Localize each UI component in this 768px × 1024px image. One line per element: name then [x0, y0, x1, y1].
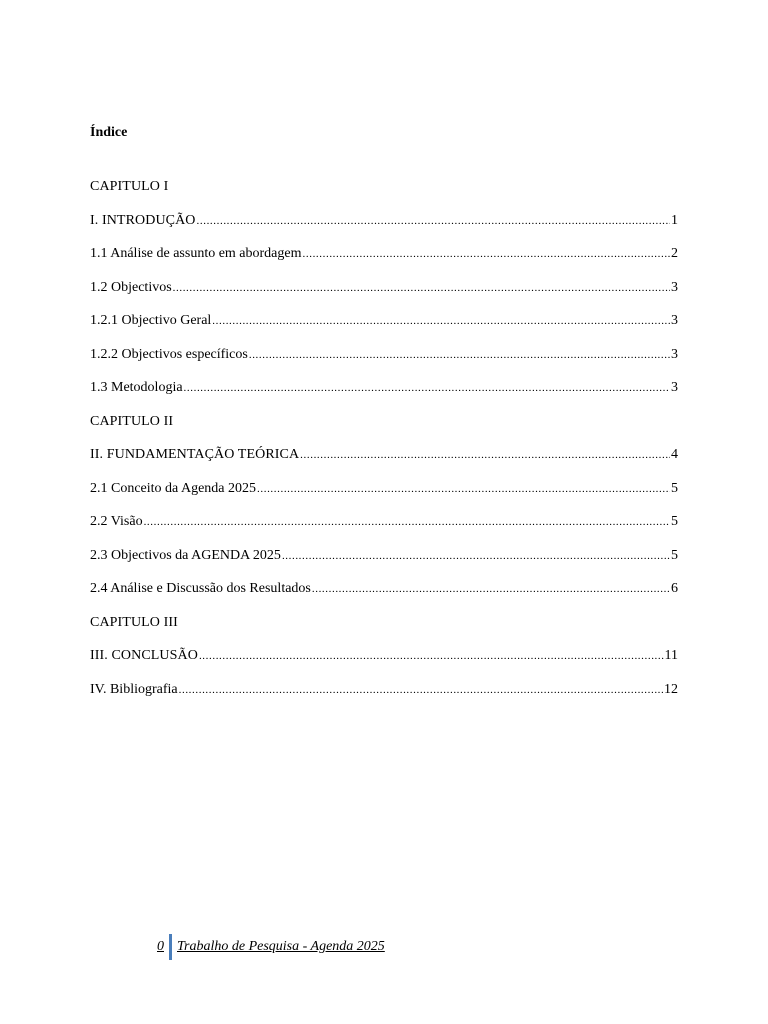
toc-entry-page: 6	[671, 581, 678, 596]
toc-entry-label: 2.4 Análise e Discussão dos Resultados	[90, 581, 311, 596]
toc-leader-dots	[199, 647, 664, 665]
toc-entry[interactable]	[90, 413, 678, 447]
toc-entry-label: III. CONCLUSÃO	[90, 648, 198, 663]
toc-entry-page: 5	[671, 480, 678, 496]
toc-entry-page: 5	[671, 514, 678, 529]
toc-entry-page: 3	[671, 313, 678, 328]
toc-entry-label: 2.1 Conceito da Agenda 2025	[90, 480, 257, 496]
toc-entry-page: 4	[671, 447, 678, 462]
toc-leader-dots	[303, 245, 670, 263]
toc-leader-dots	[212, 312, 670, 330]
toc-entry-label: IV. Bibliografia	[90, 681, 178, 697]
toc-entry[interactable]	[90, 245, 678, 279]
toc-entry-label: CAPITULO II	[90, 413, 174, 429]
toc-entry[interactable]	[90, 446, 678, 480]
toc-leader-dots	[197, 212, 670, 230]
toc-entry[interactable]	[90, 178, 678, 212]
footer-title: Trabalho de Pesquisa - Agenda 2025	[177, 939, 385, 954]
toc-entry[interactable]	[90, 480, 678, 514]
toc-leader-dots	[144, 513, 670, 531]
toc-entry-label: 1.2.2 Objectivos específicos	[90, 346, 248, 362]
toc-entry-page: 3	[671, 380, 678, 395]
toc-entry-label: 2.2 Visão	[90, 514, 143, 529]
toc-leader-dots	[312, 580, 670, 598]
toc-entry-label: 1.1 Análise de assunto em abordagem	[90, 246, 302, 261]
toc-leader-dots	[173, 279, 670, 297]
toc-entry-label: 1.3 Metodologia	[90, 380, 183, 395]
footer-divider-bar	[169, 934, 172, 960]
toc-entry-label: 1.2 Objectivos	[90, 279, 172, 295]
toc-entry-page: 2	[671, 246, 678, 261]
toc-entry-page: 11	[664, 648, 678, 663]
toc-leader-dots	[179, 681, 663, 699]
table-of-contents	[90, 178, 678, 714]
toc-leader-dots	[184, 379, 670, 397]
toc-entry-page: 3	[671, 346, 678, 362]
toc-leader-dots	[257, 480, 670, 498]
toc-entry[interactable]	[90, 312, 678, 346]
footer-page-number: 0	[157, 939, 164, 954]
page-footer	[157, 934, 385, 960]
toc-entry-label: II. FUNDAMENTAÇÃO TEÓRICA	[90, 447, 300, 462]
toc-leader-dots	[249, 346, 670, 364]
toc-entry-label: 2.3 Objectivos da AGENDA 2025	[90, 547, 281, 563]
toc-entry-page: 5	[671, 547, 678, 563]
toc-entry[interactable]	[90, 379, 678, 413]
toc-entry-label: CAPITULO III	[90, 614, 178, 630]
toc-entry[interactable]	[90, 212, 678, 246]
toc-entry[interactable]	[90, 580, 678, 614]
toc-entry-page: 1	[671, 212, 678, 228]
toc-entry-label: I. INTRODUÇÃO	[90, 212, 196, 228]
toc-entry-page: 3	[671, 279, 678, 295]
toc-leader-dots	[300, 446, 670, 464]
toc-entry-page: 12	[664, 681, 678, 697]
toc-entry-label: CAPITULO I	[90, 179, 169, 194]
toc-leader-dots	[282, 547, 670, 565]
toc-entry[interactable]	[90, 647, 678, 681]
toc-entry-label: 1.2.1 Objectivo Geral	[90, 313, 212, 328]
toc-heading: Índice	[90, 125, 128, 140]
toc-entry[interactable]	[90, 279, 678, 313]
toc-entry[interactable]	[90, 614, 678, 648]
toc-entry[interactable]	[90, 547, 678, 581]
toc-entry[interactable]	[90, 681, 678, 715]
toc-entry[interactable]	[90, 513, 678, 547]
toc-entry[interactable]	[90, 346, 678, 380]
